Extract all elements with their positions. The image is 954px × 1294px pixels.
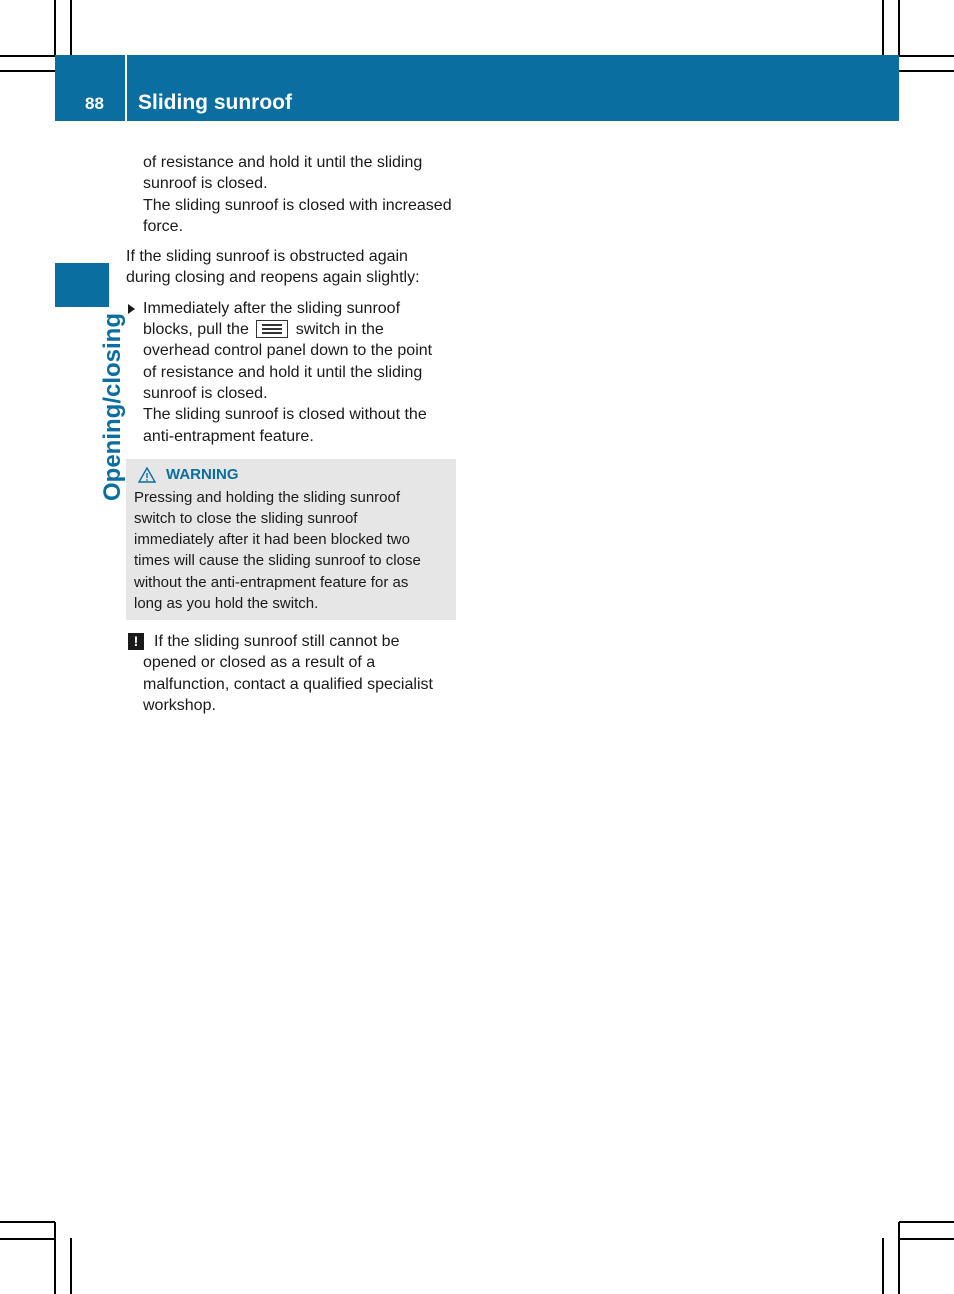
text-line: immediately after it had been blocked two [134, 531, 410, 549]
crop-mark [899, 70, 954, 72]
crop-mark [0, 1238, 55, 1240]
text-line: during closing and reopens again slightly: [126, 269, 420, 287]
crop-mark [882, 0, 884, 55]
warning-triangle-icon [138, 467, 156, 483]
chapter-tab-marker [55, 263, 109, 307]
crop-mark [899, 1221, 954, 1223]
crop-mark [899, 1238, 954, 1240]
text-fragment: blocks, pull the [143, 321, 249, 339]
text-line: opened or closed as a result of a [143, 654, 376, 672]
content-column [126, 152, 456, 716]
text-line: malfunction, contact a qualified specialist [143, 675, 433, 693]
crop-mark [0, 1221, 55, 1223]
section-title: Sliding sunroof [138, 91, 292, 114]
crop-mark [0, 70, 55, 72]
text-line: sunroof is closed. [143, 384, 268, 402]
text-line: workshop. [143, 696, 216, 714]
text-line: of resistance and hold it until the sliding [143, 363, 423, 381]
crop-mark [54, 0, 56, 55]
text-line: long as you hold the switch. [134, 594, 319, 612]
text-line: times will cause the sliding sunroof to close [134, 552, 421, 570]
step-arrow-icon [128, 304, 135, 314]
text-line: without the anti-entrapment feature for as [134, 573, 409, 591]
text-line: of resistance and hold it until the sliding [143, 154, 423, 171]
page-header [55, 55, 899, 121]
crop-mark [70, 1238, 72, 1294]
crop-mark [898, 0, 900, 55]
warning-title: WARNING [166, 466, 239, 484]
intro-paragraph [126, 246, 456, 289]
instruction-step [126, 298, 456, 447]
text-line: force. [143, 217, 184, 235]
warning-box [126, 459, 456, 620]
text-line: If the sliding sunroof is obstructed again [126, 248, 408, 266]
crop-mark [899, 55, 954, 57]
crop-mark [70, 0, 72, 55]
text-line: anti-entrapment feature. [143, 427, 314, 445]
note-block [126, 631, 456, 716]
text-line: Pressing and holding the sliding sunroof [134, 488, 401, 506]
text-line: If the sliding sunroof still cannot be [154, 633, 400, 651]
crop-mark [882, 1238, 884, 1294]
continued-step [126, 152, 456, 237]
text-line: switch to close the sliding sunroof [134, 510, 358, 528]
header-divider [125, 55, 127, 121]
sunroof-switch-icon [256, 320, 288, 338]
crop-mark [54, 1222, 56, 1294]
text-line: Immediately after the sliding sunroof [143, 299, 401, 317]
crop-mark [0, 55, 55, 57]
text-line: sunroof is closed. [143, 175, 268, 193]
text-line: overhead control panel down to the point [143, 342, 433, 360]
crop-mark [898, 1222, 900, 1294]
warning-header [134, 463, 448, 487]
chapter-label: Opening/closing [99, 312, 126, 501]
text-line [143, 319, 456, 340]
text-line: The sliding sunroof is closed without the [143, 406, 427, 424]
text-fragment: switch in the [295, 321, 384, 339]
exclamation-icon: ! [128, 633, 144, 650]
page-number: 88 [85, 94, 104, 113]
text-line: The sliding sunroof is closed with increased [143, 196, 452, 214]
